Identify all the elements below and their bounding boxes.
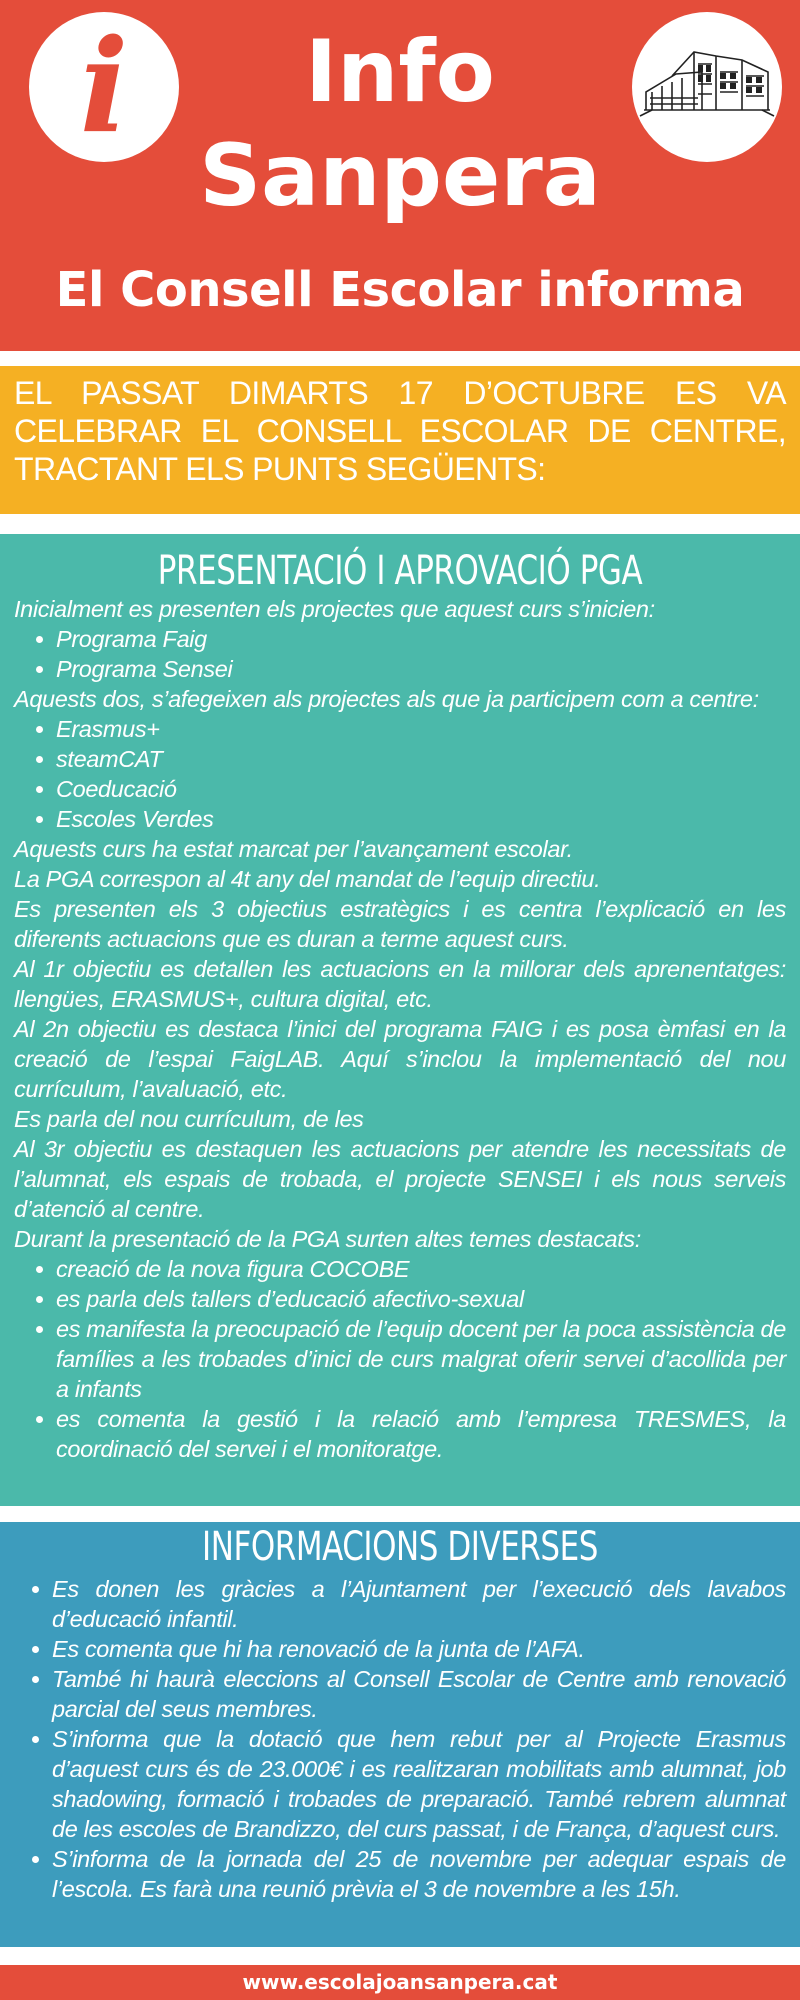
new-projects-list bbox=[14, 624, 786, 684]
school-building-icon bbox=[632, 12, 782, 162]
list-item: steamCAT bbox=[42, 744, 786, 774]
diverses-heading: INFORMACIONS DIVERSES bbox=[202, 1524, 598, 1570]
pga-paragraph: Inicialment es presenten els projectes que aquest curs s’inicien: bbox=[14, 596, 655, 622]
pga-paragraph: Es parla del nou currículum, de les bbox=[14, 1106, 364, 1132]
title-line-1: Info bbox=[305, 22, 495, 122]
list-item: creació de la nova figura COCOBE bbox=[42, 1254, 786, 1284]
pga-paragraph: Al 2n objectiu es destaca l’inici del programa FAIG i es posa èmfasi en la creació de l’espai FaigLAB. Aquí s’inclou la implementació del nou currículum, l’avaluació, etc. bbox=[14, 1016, 786, 1102]
title-line-2: Sanpera bbox=[199, 126, 601, 226]
list-item: es parla dels tallers d’educació afectivo-sexual bbox=[42, 1284, 786, 1314]
list-item: S’informa que la dotació que hem rebut per al Projecte Erasmus d’aquest curs és de 23.000€ i es realitzaran mobilitats amb alumnat, job shadowing, formació i trobades de preparació. També rebrem alumnat de les escoles de Brandizzo, del curs passat, i de França, d’aquest curs. bbox=[38, 1724, 786, 1844]
intro-text: EL PASSAT DIMARTS 17 D’OCTUBRE ES VA CELEBRAR EL CONSELL ESCOLAR DE CENTRE, TRACTANT ELS PUNTS SEGÜENTS: bbox=[14, 375, 786, 487]
list-item: Es comenta que hi ha renovació de la junta de l’AFA. bbox=[38, 1634, 786, 1664]
website-link[interactable]: www.escolajoansanpera.cat bbox=[242, 1970, 558, 1994]
pga-paragraph: La PGA correspon al 4t any del mandat de l’equip directiu. bbox=[14, 866, 601, 892]
info-glyph: i bbox=[79, 12, 129, 162]
existing-projects-list bbox=[14, 714, 786, 834]
highlights-list bbox=[14, 1254, 786, 1464]
diverses-list bbox=[14, 1574, 786, 1904]
list-item: Programa Faig bbox=[42, 624, 786, 654]
list-item: Erasmus+ bbox=[42, 714, 786, 744]
header-banner bbox=[0, 0, 800, 351]
list-item: Programa Sensei bbox=[42, 654, 786, 684]
school-building-logo bbox=[632, 12, 782, 162]
pga-paragraph: Al 1r objectiu es detallen les actuacions en la millorar dels aprenentatges: llengües, ERASMUS+, cultura digital, etc. bbox=[14, 956, 786, 1012]
pga-paragraph: Aquests dos, s’afegeixen als projectes als que ja participem com a centre: bbox=[14, 686, 759, 712]
list-item: S’informa de la jornada del 25 de novembre per adequar espais de l’escola. Es farà una reunió prèvia el 3 de novembre a les 15h. bbox=[38, 1844, 786, 1904]
list-item: També hi haurà eleccions al Consell Escolar de Centre amb renovació parcial del seus membres. bbox=[38, 1664, 786, 1724]
pga-paragraph: Es presenten els 3 objectius estratègics i es centra l’explicació en les diferents actuacions que es duran a terme aquest curs. bbox=[14, 896, 786, 952]
subtitle: El Consell Escolar informa bbox=[55, 262, 745, 318]
footer bbox=[0, 1965, 800, 2000]
diverses-section bbox=[0, 1522, 800, 1947]
list-item: es manifesta la preocupació de l’equip docent per la poca assistència de famílies a les trobades d’inici de curs malgrat oferir servei d’acollida per a infants bbox=[42, 1314, 786, 1404]
list-item: es comenta la gestió i la relació amb l’empresa TRESMES, la coordinació del servei i el monitoratge. bbox=[42, 1404, 786, 1464]
pga-paragraph: Durant la presentació de la PGA surten altes temes destacats: bbox=[14, 1226, 641, 1252]
pga-heading: PRESENTACIÓ I APROVACIÓ PGA bbox=[157, 548, 643, 594]
list-item: Coeducació bbox=[42, 774, 786, 804]
pga-paragraph: Aquests curs ha estat marcat per l’avançament escolar. bbox=[14, 836, 573, 862]
list-item: Escoles Verdes bbox=[42, 804, 786, 834]
pga-paragraph: Al 3r objectiu es destaquen les actuacions per atendre les necessitats de l’alumnat, els espais de trobada, el projecte SENSEI i els nous serveis d’atenció al centre. bbox=[14, 1136, 786, 1222]
list-item: Es donen les gràcies a l’Ajuntament per l’execució dels lavabos d’educació infantil. bbox=[38, 1574, 786, 1634]
pga-section bbox=[0, 534, 800, 1506]
intro-panel bbox=[0, 366, 800, 514]
